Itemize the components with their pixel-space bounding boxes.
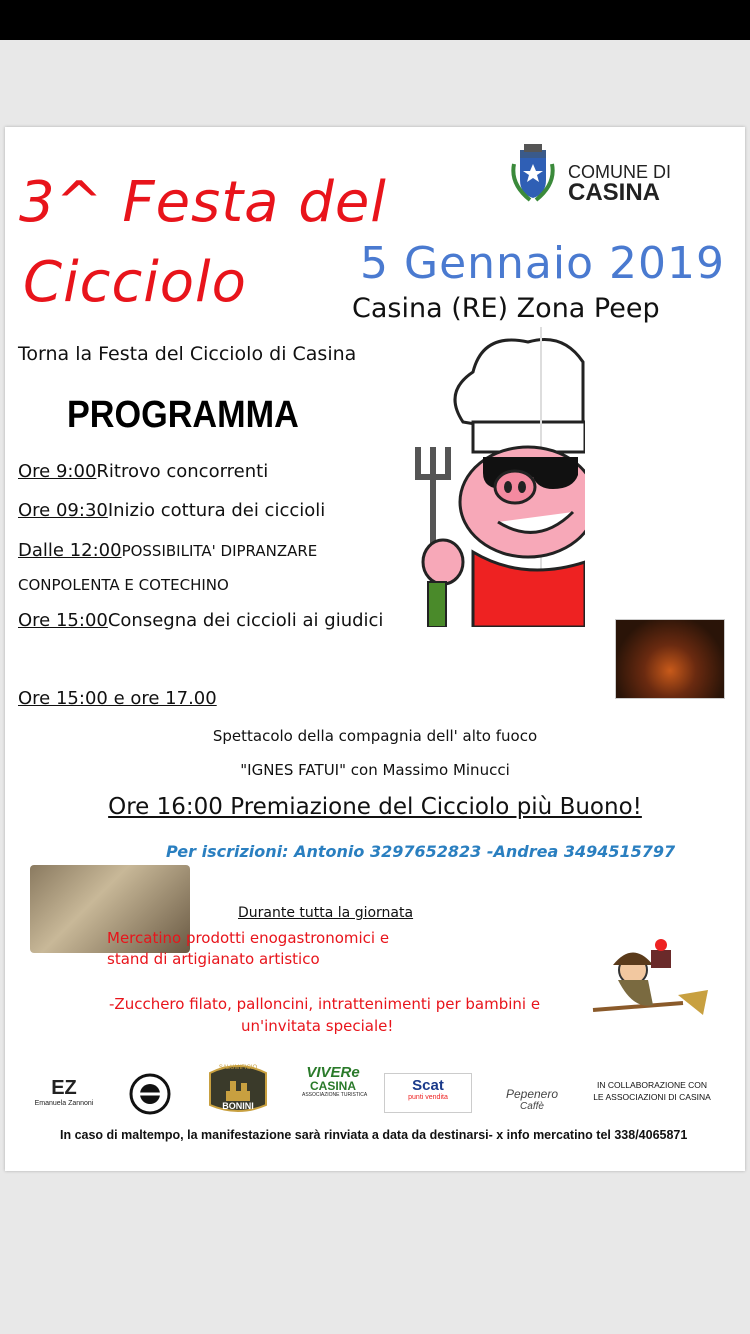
intro-text: Torna la Festa del Cicciolo di Casina	[18, 343, 357, 365]
show-line-2: "IGNES FATUI" con Massimo Minucci	[240, 761, 510, 779]
programma-heading: PROGRAMMA	[67, 394, 299, 436]
kids-line-1: -Zucchero filato, palloncini, intrattenimenti per bambini e	[109, 995, 541, 1013]
mercatino-line-2: stand di artigianato artistico	[107, 950, 320, 968]
schedule-row-4	[18, 612, 383, 630]
event-place: Casina (RE) Zona Peep	[352, 293, 660, 324]
schedule-text: Inizio cottura dei ciccioli	[107, 500, 326, 521]
bonini-logo: SALUMIFICIO BONINI	[208, 1063, 268, 1113]
show-line-1: Spettacolo della compagnia dell' alto fuoco	[212, 727, 538, 745]
event-poster	[5, 127, 745, 1171]
event-date: 5 Gennaio 2019	[360, 238, 725, 289]
schedule-text: Consegna dei ciccioli ai giudici	[107, 610, 384, 631]
prize-line: Ore 16:00 Premiazione del Cicciolo più Buono!	[108, 794, 642, 820]
title-line-1: 3^ Festa del	[19, 170, 387, 235]
comune-crest-icon	[510, 140, 556, 210]
comune-line-1: COMUNE DI	[568, 162, 671, 182]
fire-show-photo	[615, 619, 725, 699]
schedule-text: POSSIBILITA' DIPRANZARE	[121, 542, 318, 560]
weather-footer-note: In caso di maltempo, la manifestazione sarà rinviata a data da destinarsi- x info mercatino tel 338/4065871	[60, 1128, 688, 1142]
schedule-text: Ritrovo concorrenti	[96, 461, 269, 482]
collaboration-note: IN COLLABORAZIONE CON LE ASSOCIAZIONI DI CASINA	[593, 1080, 711, 1102]
schedule-row-3	[18, 542, 317, 560]
comune-line-2: CASINA	[568, 179, 661, 206]
kids-line-2: un'invitata speciale!	[241, 1017, 394, 1035]
schedule-time: Ore 15:00	[18, 610, 108, 631]
schedule-time: Dalle 12:00	[18, 540, 122, 561]
chef-pig-illustration-icon	[403, 327, 585, 627]
pepenero-logo: Pepenero Caffè	[505, 1087, 559, 1112]
scat-logo: Scat punti vendita	[384, 1073, 472, 1113]
mercatino-line-1: Mercatino prodotti enogastronomici e	[107, 929, 390, 947]
schedule-time: Ore 9:00	[18, 461, 97, 482]
show-time: Ore 15:00 e ore 17.00	[18, 688, 217, 709]
befana-witch-icon	[583, 935, 713, 1031]
title-line-2: Cicciolo	[23, 250, 247, 315]
ez-logo: EZ Emanuela Zannoni	[34, 1077, 94, 1107]
status-bar	[0, 0, 750, 40]
schedule-row-3-cont: CONPOLENTA E COTECHINO	[18, 576, 229, 594]
schedule-row-2	[18, 502, 325, 520]
schedule-time: Ore 09:30	[18, 500, 108, 521]
durante-heading: Durante tutta la giornata	[238, 905, 414, 921]
round-sponsor-logo-icon	[129, 1073, 171, 1115]
signup-line: Per iscrizioni: Antonio 3297652823 -Andrea 3494515797	[166, 842, 676, 861]
schedule-row-1	[18, 463, 268, 481]
vivere-casina-logo: VIVERe CASINA ASSOCIAZIONE TURISTICA	[302, 1064, 368, 1098]
